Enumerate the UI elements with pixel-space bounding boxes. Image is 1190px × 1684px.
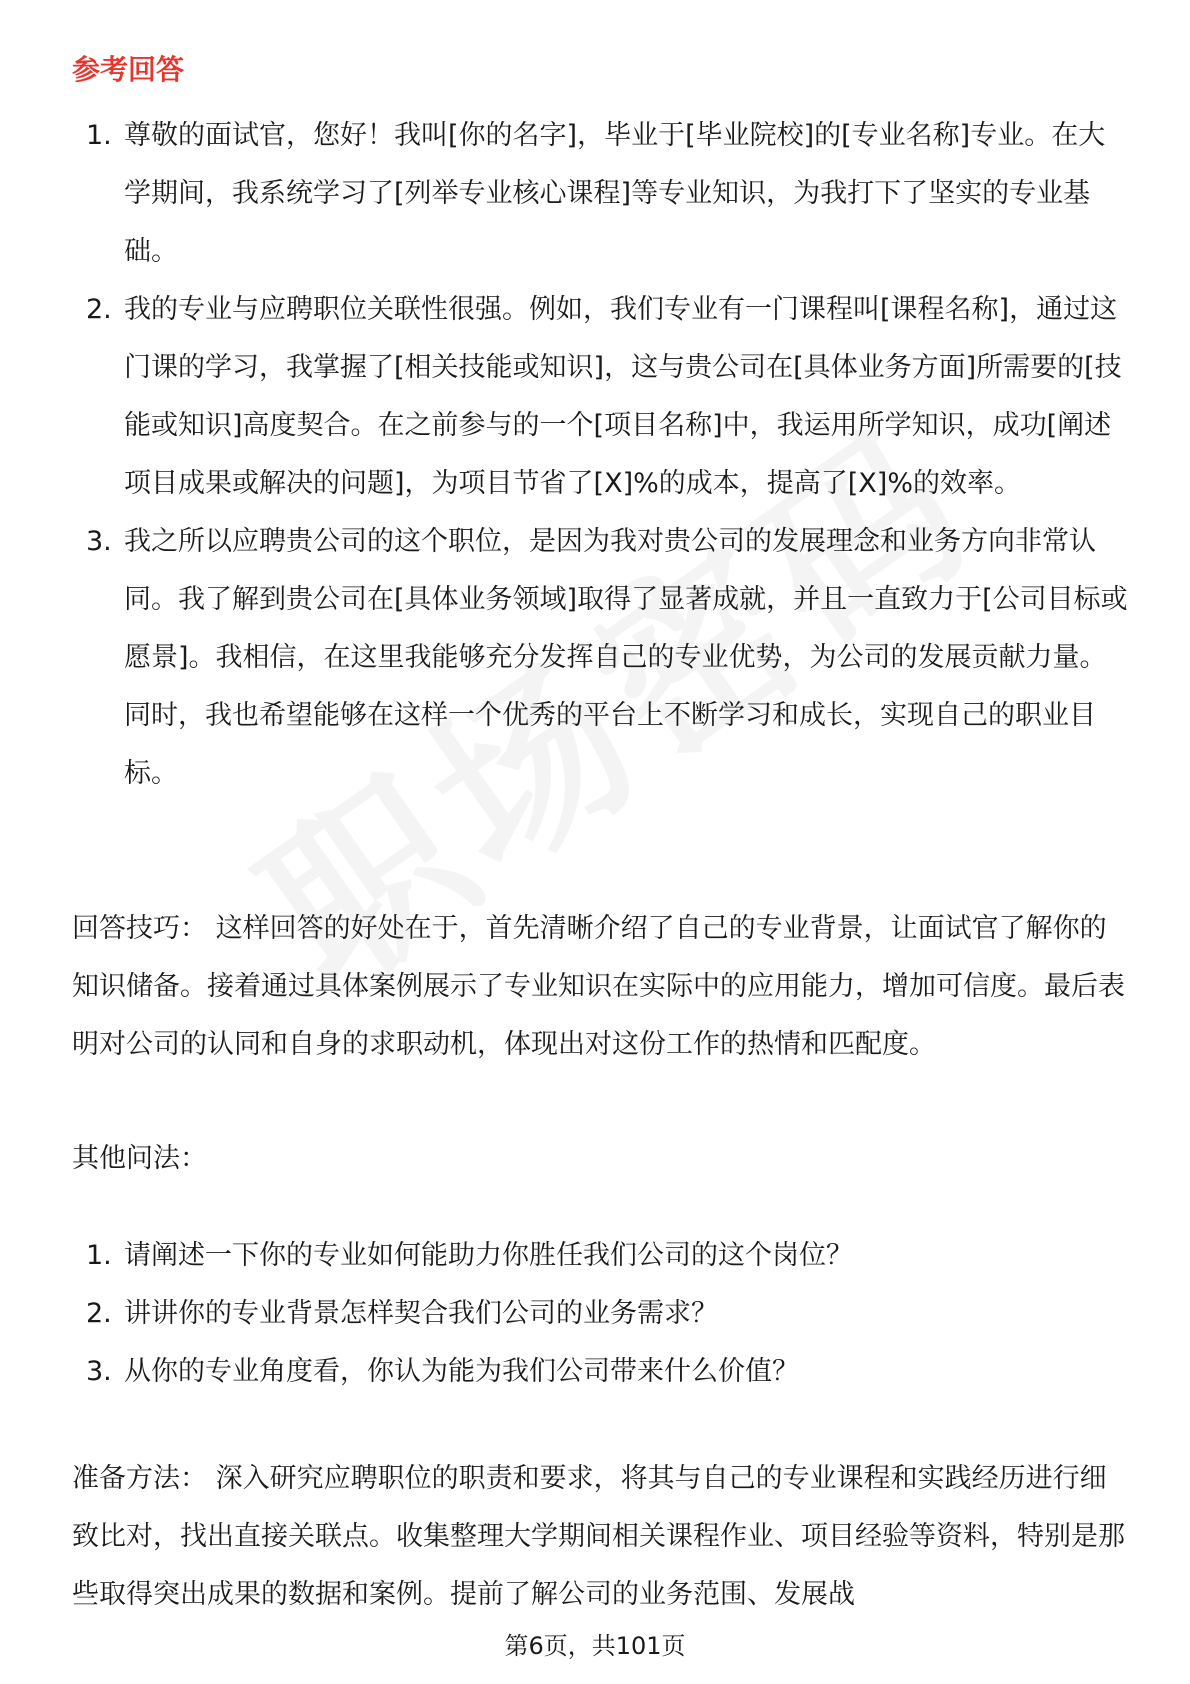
list-number: 3. bbox=[86, 1356, 112, 1387]
list-number: 3. bbox=[86, 526, 112, 557]
question-text: 请阐述一下你的专业如何能助力你胜任我们公司的这个岗位？ bbox=[124, 1240, 853, 1271]
question-text: 从你的专业角度看，你认为能为我们公司带来什么价值？ bbox=[124, 1356, 799, 1387]
other-questions-list bbox=[72, 1227, 1132, 1401]
answer-item-2 bbox=[72, 281, 1132, 513]
answer-text: 我之所以应聘贵公司的这个职位，是因为我对贵公司的发展理念和业务方向非常认同。我了解到贵公司在[具体业务领域]取得了显著成就，并且一直致力于[公司目标或愿景]。我相信，在这里我能够充分发挥自己的专业优势，为公司的发展贡献力量。同时，我也希望能够在这样一个优秀的平台上不断学习和成长，实现自己的职业目标。 bbox=[124, 526, 1128, 789]
other-question-item-2 bbox=[72, 1285, 1132, 1343]
answer-list bbox=[72, 107, 1132, 803]
other-question-item-1 bbox=[72, 1227, 1132, 1285]
page-number: 第6页，共101页 bbox=[504, 1632, 686, 1660]
answer-item-1 bbox=[72, 107, 1132, 281]
section-heading: 参考回答 bbox=[72, 53, 185, 86]
list-number: 2. bbox=[86, 294, 112, 325]
other-question-item-3 bbox=[72, 1343, 1132, 1401]
answer-text: 尊敬的面试官，您好！我叫[你的名字]，毕业于[毕业院校]的[专业名称]专业。在大学期间，我系统学习了[列举专业核心课程]等专业知识，为我打下了坚实的专业基础。 bbox=[124, 120, 1106, 267]
list-number: 2. bbox=[86, 1298, 112, 1329]
question-text: 讲讲你的专业背景怎样契合我们公司的业务需求？ bbox=[124, 1298, 718, 1329]
list-number: 1. bbox=[86, 120, 112, 151]
other-questions-label: 其他问法： bbox=[72, 1143, 207, 1174]
answer-text: 我的专业与应聘职位关联性很强。例如，我们专业有一门课程叫[课程名称]，通过这门课的学习，我掌握了[相关技能或知识]，这与贵公司在[具体业务方面]所需要的[技能或知识]高度契合。在之前参与的一个[项目名称]中，我运用所学知识，成功[阐述项目成果或解决的问题]，为项目节省了[X]%的成本，提高了[X]%的效率。 bbox=[124, 294, 1122, 499]
answer-tips: 回答技巧： 这样回答的好处在于，首先清晰介绍了自己的专业背景，让面试官了解你的知识储备。接着通过具体案例展示了专业知识在实际中的应用能力，增加可信度。最后表明对公司的认同和自身的求职动机，体现出对这份工作的热情和匹配度。 bbox=[72, 913, 1125, 1060]
answer-item-3 bbox=[72, 513, 1132, 803]
preparation-method: 准备方法： 深入研究应聘职位的职责和要求，将其与自己的专业课程和实践经历进行细致比对，找出直接关联点。收集整理大学期间相关课程作业、项目经验等资料，特别是那些取得突出成果的数据和案例。提前了解公司的业务范围、发展战 bbox=[72, 1463, 1125, 1610]
list-number: 1. bbox=[86, 1240, 112, 1271]
